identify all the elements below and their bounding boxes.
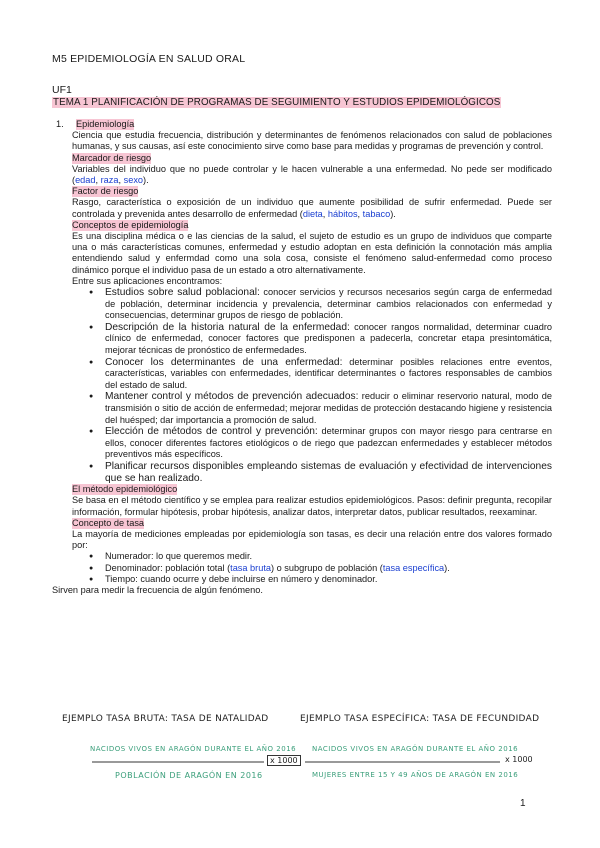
item-desc: determinar posibles relaciones entre eventos, características, variables con enfermedades, identificar determinantes o factores responsables de cambios del estado de salud. — [105, 356, 552, 390]
factor-text: Rasgo, característica o exposición de un individuo que aumente posibilidad de sufrir enfermedad. Puede ser controlada y prevenida antes desarrollo de enfermedad ( — [72, 197, 552, 219]
list-item — [72, 461, 552, 484]
list-item — [72, 563, 552, 574]
applications-intro: Entre sus aplicaciones encontramos: — [72, 275, 223, 286]
example-1-multiplier: x 1000 — [267, 755, 301, 766]
list-item — [72, 574, 552, 585]
marcador-paragraph: Variables del individuo que no puede controlar y le hacen vulnerable a una enfermedad. No pede ser modificado (edad, raza, sexo). — [72, 163, 552, 186]
factor-close: ). — [390, 208, 396, 219]
item-text-mid: ) o subgrupo de población ( — [271, 562, 383, 573]
item-desc: conocer rangos normalidad, determinar cuadro clínico de enfermedad, conocer factores que predisponen a padecerla, concretar etapa presintomática, mejorar técnicas de pronóstico de enfermedades. — [105, 321, 553, 356]
term-habitos: hábitos — [327, 208, 358, 219]
item-title: Elección de métodos de control y prevención: — [105, 426, 318, 438]
example-2-denominator: MUJERES ENTRE 15 Y 49 AÑOS DE ARAGÓN EN 2016 — [312, 771, 519, 779]
fraction-line-1 — [92, 757, 292, 767]
item-desc: reducir o eliminar reservorio natural, modo de transmisión o sitio de acción de enfermedad; mejorar medidas de protección destacando higiene y resistencia del huésped; dar importancia a promoción de salud. — [105, 391, 552, 425]
item-text: Tiempo: cuando ocurre y debe incluirse en número y denominador. — [105, 573, 378, 584]
conceptos-paragraph: Es una disciplina médica o e las ciencias de la salud, el sujeto de estudio es un grupo de individuos que comparte una o más características comunes, enfermedad y estudio adoptan en esta definición la connotación más amplia entendiendo salud y enfermdad como una sola cosa, consiste el fenómeno salud-enfermedad como proceso dinámico porque el individuo pasa de un estado a otro alternativamente. — [72, 231, 552, 275]
factor-heading: Factor de riesgo — [72, 186, 139, 197]
factor-paragraph: Rasgo, característica o exposición de un individuo que aumente posibilidad de sufrir enfermedad. Puede ser controlada y prevenida antes desarrollo de enfermedad (dieta, hábitos, tabaco). — [72, 197, 552, 219]
item-desc: determinar grupos con mayor riesgo para centrarse en ellos, conocer diferentes factores etiológicos o de riego que padezcan enfermedades y establecer métodos preventivos más específicos. — [105, 426, 552, 460]
fraction-line-2 — [305, 757, 515, 767]
content-body — [52, 119, 552, 596]
item-title: Descripción de la historia natural de la enfermedad: — [105, 321, 350, 333]
example-2-multiplier: x 1000 — [505, 755, 533, 764]
term-sexo: sexo — [123, 175, 144, 186]
example-2-title: EJEMPLO TASA ESPECÍFICA: TASA DE FECUNDIDAD — [300, 714, 540, 724]
term-tabaco: tabaco — [362, 208, 391, 219]
item-text-end: ). — [444, 562, 450, 573]
conceptos-heading: Conceptos de epidemiología — [72, 219, 189, 230]
list-item — [72, 357, 552, 392]
tasa-list — [72, 551, 552, 585]
marcador-heading: Marcador de riesgo — [72, 152, 152, 163]
page-number: 1 — [520, 798, 526, 809]
section-title: Epidemiología — [76, 119, 135, 129]
marcador-close: ). — [143, 175, 149, 186]
list-item — [72, 322, 552, 357]
item-title: Planificar recursos disponibles empleando sistemas de evaluación y efectividad de intervenciones que se han realizado. — [105, 460, 552, 484]
document-title: M5 EPIDEMIOLOGÍA EN SALUD ORAL — [52, 53, 246, 65]
item-text: Numerador: lo que queremos medir. — [105, 551, 253, 562]
term-raza: raza — [100, 175, 119, 186]
item-text: Denominador: población total ( — [105, 562, 231, 573]
unit-label: UF1 — [52, 84, 72, 96]
metodo-heading: El método epidemiológico — [72, 484, 178, 495]
section-number: 1. — [56, 119, 64, 129]
list-item — [72, 287, 552, 322]
item-title: Conocer los determinantes de una enfermedad: — [105, 356, 343, 368]
list-item — [72, 551, 552, 562]
tasa-paragraph: La mayoría de mediciones empleadas por epidemiología son tasas, es decir una relación entre dos valores formado por: — [72, 528, 552, 551]
applications-list — [72, 287, 552, 484]
example-1-title: EJEMPLO TASA BRUTA: TASA DE NATALIDAD — [62, 714, 269, 724]
term-tasa-bruta: tasa bruta — [230, 562, 271, 573]
item-title: Mantener control y métodos de prevención adecuados: — [105, 391, 359, 403]
section-heading — [52, 119, 552, 130]
term-dieta: dieta — [302, 208, 323, 219]
section-block — [52, 130, 552, 596]
marcador-text: Variables del individuo que no puede controlar y le hacen vulnerable a una enfermedad. No pede ser modificado ( — [72, 163, 552, 186]
topic-heading: TEMA 1 PLANIFICACIÓN DE PROGRAMAS DE SEGUIMIENTO Y ESTUDIOS EPIDEMIOLÓGICOS — [53, 97, 501, 108]
example-2-numerator: NACIDOS VIVOS EN ARAGÓN DURANTE EL AÑO 2016 — [312, 745, 519, 753]
term-tasa-especifica: tasa específica — [382, 562, 445, 573]
tasa-heading: Concepto de tasa — [72, 517, 145, 528]
metodo-paragraph: Se basa en el método científico y se emplea para realizar estudios epidemiológicos. Pasos: definir pregunta, recopilar información, formular hipótesis, probar hipótesis, analizar datos, interpretar datos, publicar resultados, reexaminar. — [72, 495, 552, 517]
item-desc: conocer servicios y recursos necesarios según carga de enfermedad de población, determinar incidencia y prevalencia, determinar cambios relacionados con enfermedad y consecuencias, determinar grupos de riesgo de población. — [105, 287, 552, 321]
list-item — [72, 426, 552, 461]
intro-paragraph: Ciencia que estudia frecuencia, distribución y determinantes de fenómenos relacionados con salud de poblaciones humanas, y sus causas, así este conocimiento sirve como base para medidas y programas de prevención y control. — [72, 130, 552, 152]
example-1-numerator: NACIDOS VIVOS EN ARAGÓN DURANTE EL AÑO 2016 — [90, 745, 297, 753]
item-title: Estudios sobre salud poblacional: — [105, 287, 260, 299]
example-1-denominator: POBLACIÓN DE ARAGÓN EN 2016 — [115, 771, 263, 780]
term-edad: edad — [75, 175, 96, 186]
list-item — [72, 391, 552, 426]
tasa-closing: Sirven para medir la frecuencia de algún fenómeno. — [52, 584, 263, 595]
